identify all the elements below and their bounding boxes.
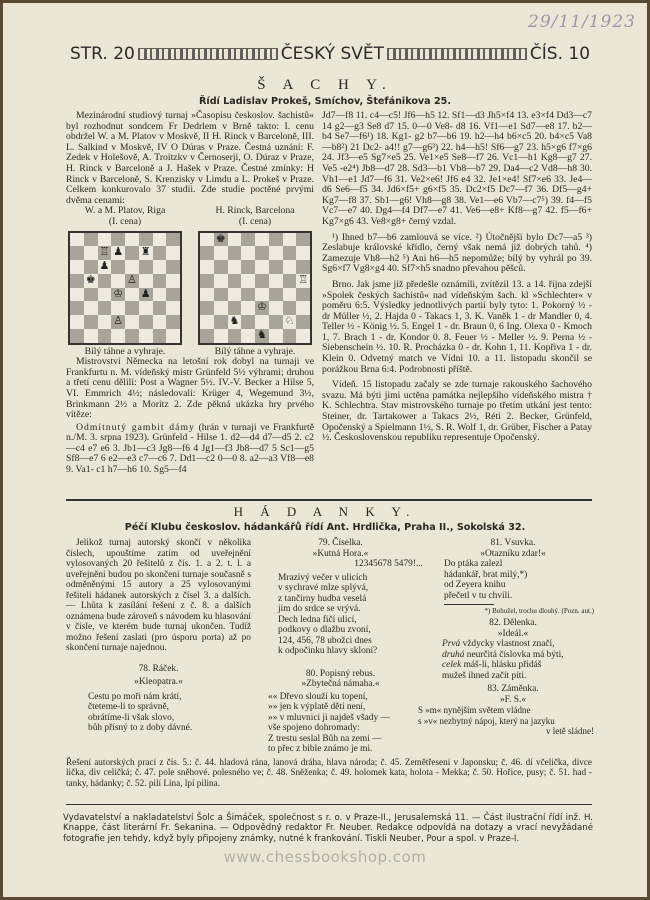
puzzles-heading: H Á D A N K Y. — [233, 504, 417, 519]
board-square — [269, 260, 283, 274]
board-square — [98, 315, 112, 329]
verse-line: Dech ledna fičí ulicí, — [278, 614, 357, 625]
board-square — [125, 315, 139, 329]
board-square — [241, 288, 255, 302]
board-square — [228, 246, 242, 260]
verse-line: druhá neurčitá číslovka má býti, — [442, 649, 564, 660]
board-square — [200, 274, 214, 288]
chess-heading: Š A C H Y. — [257, 77, 393, 93]
board-square — [84, 246, 98, 260]
board-square — [111, 260, 125, 274]
puzzle-83-title: 83. Záměnka. — [487, 684, 539, 694]
board-square — [228, 329, 242, 343]
puzzle-82-verse — [442, 639, 594, 681]
board-square — [228, 288, 242, 302]
study-2-author: H. Rinck, Barcelona — [215, 205, 295, 217]
board-square — [153, 315, 167, 329]
board-square — [241, 301, 255, 315]
verse-line: «« Dřevo slouží ku topení, — [268, 691, 368, 702]
game-moves-start: 1. d2—d4 d7—d5 2. c2—c4 e7 e6 3. Jb1—c3 Jg8—f6 4 Jg1—f3 Jb8—d7 5 Sc1—g5 Sf8—e7 6 e2—e3 c7—c6 7. Dd1—c2 0—0 8. a2—a3 Vf8—e8 9. Va1- c1 h7—h6 10. Sg5—f4 — [66, 432, 314, 476]
board-square — [98, 233, 112, 247]
board-square — [200, 315, 214, 329]
board-square — [283, 274, 297, 288]
section-divider — [66, 499, 592, 501]
chessboard-1 — [68, 231, 182, 345]
handwritten-date: 29/11/1923 — [528, 12, 636, 32]
puzzle-78-title: 78. Ráček. — [138, 663, 179, 674]
chess-piece-square: ♙ — [126, 273, 137, 286]
game-notes: ¹) Ihned b7—b6 zamlouvá se více. ²) Útočnější bylo Dc7—a5 ³) Zeslabuje královské křídlo, černý však nemá již dobrých tahů. ⁴) Zamezuje Vh8—h2 ⁵) Ani h6—h5 nepomůže; bílý by vyhrál po 39. Sg6×f7 Vg8×g4 40. Sf7×h5 snadno převahou pěšců. — [322, 231, 592, 275]
study-2 — [196, 206, 314, 357]
chess-piece-square: ♖ — [298, 273, 309, 286]
footnote-rule — [444, 604, 494, 605]
study-diagrams — [66, 206, 314, 357]
board-square — [166, 315, 180, 329]
board-square — [200, 246, 214, 260]
verse-line: k odpočinku hlavy skloní? — [278, 646, 378, 656]
board-square — [269, 246, 283, 260]
brno-report: Brno. Jak jsme již předešle oznámili, zvítězil 13. a 14. října zdejší »Spolek českých šachistů« nad vídeňským šach. kl »Schlechter« v poměru 6:5. Výsledky jednotlivých partií byly tyto: 1. Pokorný ½ - dr Müller ½, 2. Hajda 0 - Takacs 1, 3. K. Vaněk 1 - dr Mandler 0, 4. Teller ½ - König ½. 5. Engel 1 - dr. Braun 0, 6 Ing. Olexa 0 - Kmoch 1, 7. Brach 1 - dr. Kondor 0. 8. Feuer ½ - Meller ½. 9. Perna ½ - Siebenschein ½. 10. R. Procházka 0 - dr. Kohn 1, 11. Kopřiva 1 - dr. Klein 0. Odvetný match ve Vídni 10. a 11. listopadu skončil se porážkou Brna 6:4. Podrobnosti příště. — [322, 278, 592, 375]
ornament-left — [138, 48, 278, 60]
chess-piece-square: ♔ — [113, 287, 124, 300]
verse-line: bůh přísný to z doby dávné. — [88, 723, 193, 733]
board-square — [214, 329, 228, 343]
board-square — [125, 301, 139, 315]
chess-piece-square: ♙ — [113, 315, 124, 328]
board-square — [214, 315, 228, 329]
board-square — [255, 315, 269, 329]
board-square — [98, 329, 112, 343]
board-square — [241, 246, 255, 260]
board-square — [283, 329, 297, 343]
board-square — [228, 301, 242, 315]
board-square — [153, 301, 167, 315]
board-square — [125, 233, 139, 247]
chess-piece-square: ♟ — [113, 246, 124, 259]
board-square — [255, 246, 269, 260]
verse-line: vše spojeno dohromady: — [268, 723, 360, 733]
verse-line: Mrazivý večer v ulicích — [278, 572, 368, 583]
board-square — [283, 260, 297, 274]
board-square — [241, 329, 255, 343]
puzzle-80-subtitle: »Zbytečná námaha.« — [301, 679, 380, 689]
board-square — [70, 288, 84, 302]
chess-piece-square: ♚ — [85, 273, 96, 286]
board-square — [269, 274, 283, 288]
board-square — [70, 274, 84, 288]
verse-line: S »m« nynějším světem vládne — [418, 705, 531, 715]
verse-line: Do ptáka zalezl — [444, 559, 503, 569]
board-square — [269, 233, 283, 247]
board-square — [70, 246, 84, 260]
board-square — [153, 246, 167, 260]
chess-piece-square: ♘ — [284, 315, 295, 328]
board-square — [111, 274, 125, 288]
puzzle-83-verse — [418, 705, 594, 737]
board-square — [84, 315, 98, 329]
board-square — [269, 329, 283, 343]
board-square — [153, 288, 167, 302]
verse-line: Z trestu seslal Bůh na zemi — — [268, 733, 382, 744]
board-square — [139, 329, 153, 343]
chess-piece-square: ♞ — [229, 315, 240, 328]
page-number: STR. 20 — [70, 44, 135, 64]
issue-number: ČÍS. 10 — [529, 44, 591, 64]
puzzle-80-title: 80. Popisný rebus. — [305, 668, 376, 679]
board-square — [200, 301, 214, 315]
board-square — [255, 233, 269, 247]
verse-line: Cestu po moři nám krátí, — [88, 691, 182, 702]
puzzle-82-subtitle: »Ideál.« — [497, 628, 529, 639]
game-heading — [66, 423, 314, 476]
masthead — [70, 44, 590, 64]
chess-editor: Řídí Ladislav Prokeš, Smíchov, Štefánikova 25. — [199, 96, 451, 107]
board-square — [139, 260, 153, 274]
board-square — [269, 301, 283, 315]
verse-line: jim do srdce se vrývá. — [278, 604, 361, 614]
puzzle-83-subtitle: »F. S.« — [499, 694, 527, 705]
board-square — [125, 246, 139, 260]
board-square — [200, 260, 214, 274]
game-header: (hrán v turnaji ve Frankfurtě n./M. 3. srpna 1923). Grünfeld - Hilse — [66, 421, 315, 444]
verse-line: z tančírny hudba veselá — [278, 593, 367, 604]
verse-line: Prvá vždycky vlastnost značí, — [442, 639, 555, 649]
board-square — [139, 301, 153, 315]
board-square — [255, 274, 269, 288]
board-square — [153, 233, 167, 247]
board-square — [139, 315, 153, 329]
board-square — [296, 246, 310, 260]
board-square — [255, 260, 269, 274]
puzzle-79-title: 79. Číselka. — [318, 538, 363, 548]
verse-line: mužeš ihned začít píti. — [442, 670, 527, 681]
board-square — [70, 233, 84, 247]
board-square — [200, 288, 214, 302]
solutions-text: Řešení autorských prací z čís. 5.: č. 44. hladová rána, lanová dráha, hlava národa; č. 45. Zemětřesení v Japonsku; č. 46. dí včelička, dívce lička, div celičká; č. 47. pole sněhové. polesného ve; č. 48. Sněženka; č. 49. holomek kata, holota - Mekka; č. 50. Hořice, pusy; č. 51. had - tanky, hádanky; č. 52. pilí Lina, lpí pilina. — [66, 757, 592, 788]
board-square — [228, 260, 242, 274]
board-square — [70, 329, 84, 343]
imprint-footer: Vydavatelství a nakladatelství Šolc a Šimáček, společnost s r. o. v Praze-II., Jerusalemská 11. — Část ilustrační řídí inž. H. Knappe, část literární Fr. Sekanina. — Odpovědný redaktor Fr. Neuber. Redakce odpovídá na dotazy a vrací nevyžádané fotografie jen tehdy, když byly připojeny známky, nutné k frankování. Tiskli Neuber, Pour a spol. v Praze-I. — [63, 813, 593, 844]
puzzle-79-digits: 12345678 5479!... — [354, 559, 423, 569]
chess-left-column — [66, 111, 314, 476]
board-square — [296, 301, 310, 315]
verse-line: s »v« nezbytný nápoj, který na jazyku — [418, 715, 555, 726]
puzzle-81-subtitle: »Otazníku zdar!« — [480, 548, 546, 559]
puzzles-editor: Péčí Klubu českoslov. hádankářů řídí Ant. Hrdlička, Praha II., Sokolská 32. — [124, 522, 526, 533]
verse-line: podkovy o dlažbu zvoní, — [278, 625, 371, 635]
board-square — [84, 329, 98, 343]
study-1-author: W. a M. Platov, Riga — [84, 205, 166, 217]
board-square — [166, 288, 180, 302]
puzzle-81-verse — [444, 559, 594, 601]
verse-line: přečetl v tu chvíli. — [444, 590, 513, 601]
board-square — [125, 329, 139, 343]
board-square — [166, 329, 180, 343]
board-square — [241, 274, 255, 288]
board-square — [84, 260, 98, 274]
board-square — [111, 301, 125, 315]
puzzles-left-column — [66, 538, 251, 734]
board-square — [166, 260, 180, 274]
board-square — [241, 315, 255, 329]
vienna-report: Vídeň. 15 listopadu začaly se zde turnaje rakouského šachového svazu. Má býti jimi uctěna památka nejlepšího vídeňského mistra † K. Schlechtra. Stav mistrovského turnaje po třetím utkání jest tento: Steiner, dr. Tartakower a Takacs 2½, Réti 2. Becker, Grünfeld, Opočenský a Spielmann 1½, S. R. Wolf 1, dr. Grüber, Fischer a Patay ½. Československou republiku representuje Opočenský. — [322, 379, 592, 444]
verse-line: čteteme-li to správně, — [88, 702, 169, 712]
verse-line: hádankář, brat milý,*) — [444, 569, 528, 580]
chess-piece-square: ♟ — [140, 287, 151, 300]
board-square — [98, 274, 112, 288]
publication-title: ČESKÝ SVĚT — [280, 44, 384, 64]
chess-right-column — [322, 111, 592, 444]
puzzle-78-subtitle: »Kleopatra.« — [134, 677, 183, 687]
game-title: Odmítnutý gambit dámy — [76, 421, 195, 433]
puzzle-solutions — [66, 757, 592, 788]
board-square — [200, 329, 214, 343]
board-square — [296, 329, 310, 343]
puzzle-80-verse — [268, 692, 423, 755]
verse-line: obrátíme-li však slovo, — [88, 712, 175, 723]
chessboard-2 — [198, 231, 312, 345]
puzzle-78-verse — [88, 692, 251, 734]
board-square — [255, 288, 269, 302]
board-square — [296, 315, 310, 329]
board-square — [214, 288, 228, 302]
board-square — [296, 288, 310, 302]
verse-line: »» jen k výplatě děti není, — [268, 702, 366, 712]
board-square — [283, 233, 297, 247]
watermark: www.chessbookshop.com — [223, 848, 427, 866]
study-1 — [66, 206, 184, 357]
board-square — [111, 233, 125, 247]
tournament-intro: Mezinárodní studiový turnaj »Časopisu českoslov. šachistů« byl rozhodnut sondcem Fr Dedrlem v Brně takto: I. cenu obdržel W. a M. Platov v Moskvě, II H. Rinck v Barceloně, III. L. Salkind v Moskvě, IV O Dúras v Praze. Čestná uznání: F. Zedek v Holešově, A. Troitzkv v Černoserji, O. Dúraz v Praze, H. Rinck v Barceloně a J. Hašek v Praze. Čestné zmínky: H Rinck v Barceloně, S. Krenzisky v Limdu a L. Prokeš v Praze. Celkem konkurovalo 37 studii. Zde studie poctěné prvými dvěma cenami: — [66, 110, 314, 206]
ornament-right — [387, 48, 527, 60]
chess-piece-square: ♟ — [99, 260, 110, 273]
board-square — [153, 260, 167, 274]
puzzle-79-verse — [278, 573, 423, 657]
board-square — [296, 233, 310, 247]
board-square — [214, 260, 228, 274]
study-1-caption: Bílý táhne a vyhraje. — [84, 345, 166, 357]
board-square — [228, 233, 242, 247]
verse-line: to přec z bible známo je mi. — [268, 744, 373, 754]
board-square — [111, 329, 125, 343]
board-square — [125, 260, 139, 274]
german-championship-report: Mistrovství Německa na letošní rok dobyl na turnaji ve Frankfurtu n. M. vídeňský mistr Grünfeld 5½ výhrami; druhou a třetí cenu dělili: Post a Wagner 5½. IV.-V. Becker a Hilse 5, VI. Emmrich 4½; následovali: Krüger 4, Wegemund 3½, Brinkmann 2½ a Moritz 2. Zde pěkná ukázka hry prvého vítěze: — [66, 356, 314, 421]
board-square — [166, 233, 180, 247]
verse-line: celek máš-li, hlásku přidáš — [442, 660, 542, 670]
board-square — [228, 274, 242, 288]
board-square — [214, 301, 228, 315]
study-2-prize: (I. cena) — [238, 215, 272, 227]
puzzles-right-column — [418, 538, 594, 737]
study-1-prize: (I. cena) — [108, 215, 142, 227]
board-square — [166, 301, 180, 315]
chess-piece-square: ♚ — [215, 232, 226, 245]
board-square — [214, 246, 228, 260]
verse-line: v sychravé mlze splývá, — [278, 583, 369, 593]
board-square — [139, 233, 153, 247]
board-square — [70, 301, 84, 315]
board-square — [84, 288, 98, 302]
board-square — [98, 288, 112, 302]
verse-line: »» v mluvnici ji najdeš všady — — [268, 712, 390, 723]
board-square — [283, 288, 297, 302]
board-square — [84, 233, 98, 247]
study-2-caption: Bílý táhne a vyhraje. — [214, 345, 296, 357]
chess-piece-square: ♞ — [256, 328, 267, 341]
board-square — [70, 260, 84, 274]
board-square — [139, 274, 153, 288]
puzzle-82-title: 82. Dělenka. — [489, 618, 537, 628]
board-square — [153, 329, 167, 343]
footer-divider — [66, 804, 592, 805]
verse-line: v letě sládne! — [546, 726, 594, 736]
game-moves-continued: Jd7—f8 11. c4—c5! Jf6—h5 12. Sf1—d3 Jh5×f4 13. e3×f4 Dd3—c7 14 g2—g3 Se8 d7 15. 0—0 Ve8- d8 16. Vf1—e1 Sd7—e8 17. b2—b4 Se7—f6¹) 18. Kg1- g2 b7—b6 19. h2—h4 b6×c5 20. b4×c5 Va8—b8²) 21 Dc2- a4!! g7—g6³) 22. h4—h5! Sf6—g7 23. h5×g6 f7×g6 24. Jf3—e5 Sg7×e5 25. Ve1×e5 Se8—f7 26. Vc1—h1 Kg8—g7 27. Ve5 -e2⁴) Jb8—d7 28. Sd3—b1 Vb8—b7 29. Da4—c2 Vd8—h8 30. Vh1—e1 Jd7—f6 31. Ve2×e6! Jf6 e4 32. Je1×e4! Sf7×e6 33. Je4—d6 Se6—f5 34. Jd6×f5+ g6×f5 35. Dc2×f5 Dc7—f7 36. Df5—g4+ Kg7—f8 37. Sb1—g6! Vh8—g8 38. Ve1—e6 Vb7—c7⁵) 39. f4—f5 Vc7—e7 40. Dg4—f4 Df7—e7 41. Ve6—e8+ Kf8—g7 42. f5—f6+ Kg7×g6 43. Ve8×g8+ černý vzdal. — [322, 110, 592, 227]
verse-line: 124, 456, 78 ubožci dnes — [278, 635, 372, 646]
board-square — [269, 288, 283, 302]
board-square — [241, 233, 255, 247]
board-square — [84, 301, 98, 315]
tournament-notice: Jelikož turnaj autorský skončí v několika číslech, upouštíme zatím od uveřejnění vylosovaných 20 řešitelů z čís. 1. a 2. t. l. a uveřejněni budou po skončení turnaje současně s odměněnými 15 autory a 25 vylosovanými řešiteli hádanek autorských z čísel 3. a dalších. — Lhůta k zasílání řešení z č. 8. a dalších oznámena bude zároveň s návodem ku hlasování v čísle, ve kterém bude turnaj ukončen. Tudíž možno řešení zaslati (pro úsporu porta) až po skončení turnaje najednou. — [66, 538, 251, 653]
chess-piece-square: ♖ — [99, 246, 110, 259]
puzzle-81-title: 81. Vsuvka. — [490, 538, 536, 548]
board-square — [214, 274, 228, 288]
puzzle-79-subtitle: »Kutná Hora.« — [312, 548, 369, 559]
chess-piece-square: ♔ — [256, 301, 267, 314]
board-square — [70, 315, 84, 329]
board-square — [283, 246, 297, 260]
verse-line: od Zeyera knihu — [444, 580, 506, 590]
board-square — [269, 315, 283, 329]
board-square — [283, 301, 297, 315]
chess-piece-square: ♜ — [140, 246, 151, 259]
board-square — [125, 288, 139, 302]
board-square — [98, 301, 112, 315]
board-square — [166, 274, 180, 288]
puzzles-middle-column — [258, 538, 423, 755]
board-square — [241, 260, 255, 274]
board-square — [153, 274, 167, 288]
board-square — [166, 246, 180, 260]
puzzle-81-footnote: *) Bohužel, trochu dlouhý. (Pozn. aut.) — [484, 607, 594, 615]
board-square — [200, 233, 214, 247]
board-square — [296, 260, 310, 274]
